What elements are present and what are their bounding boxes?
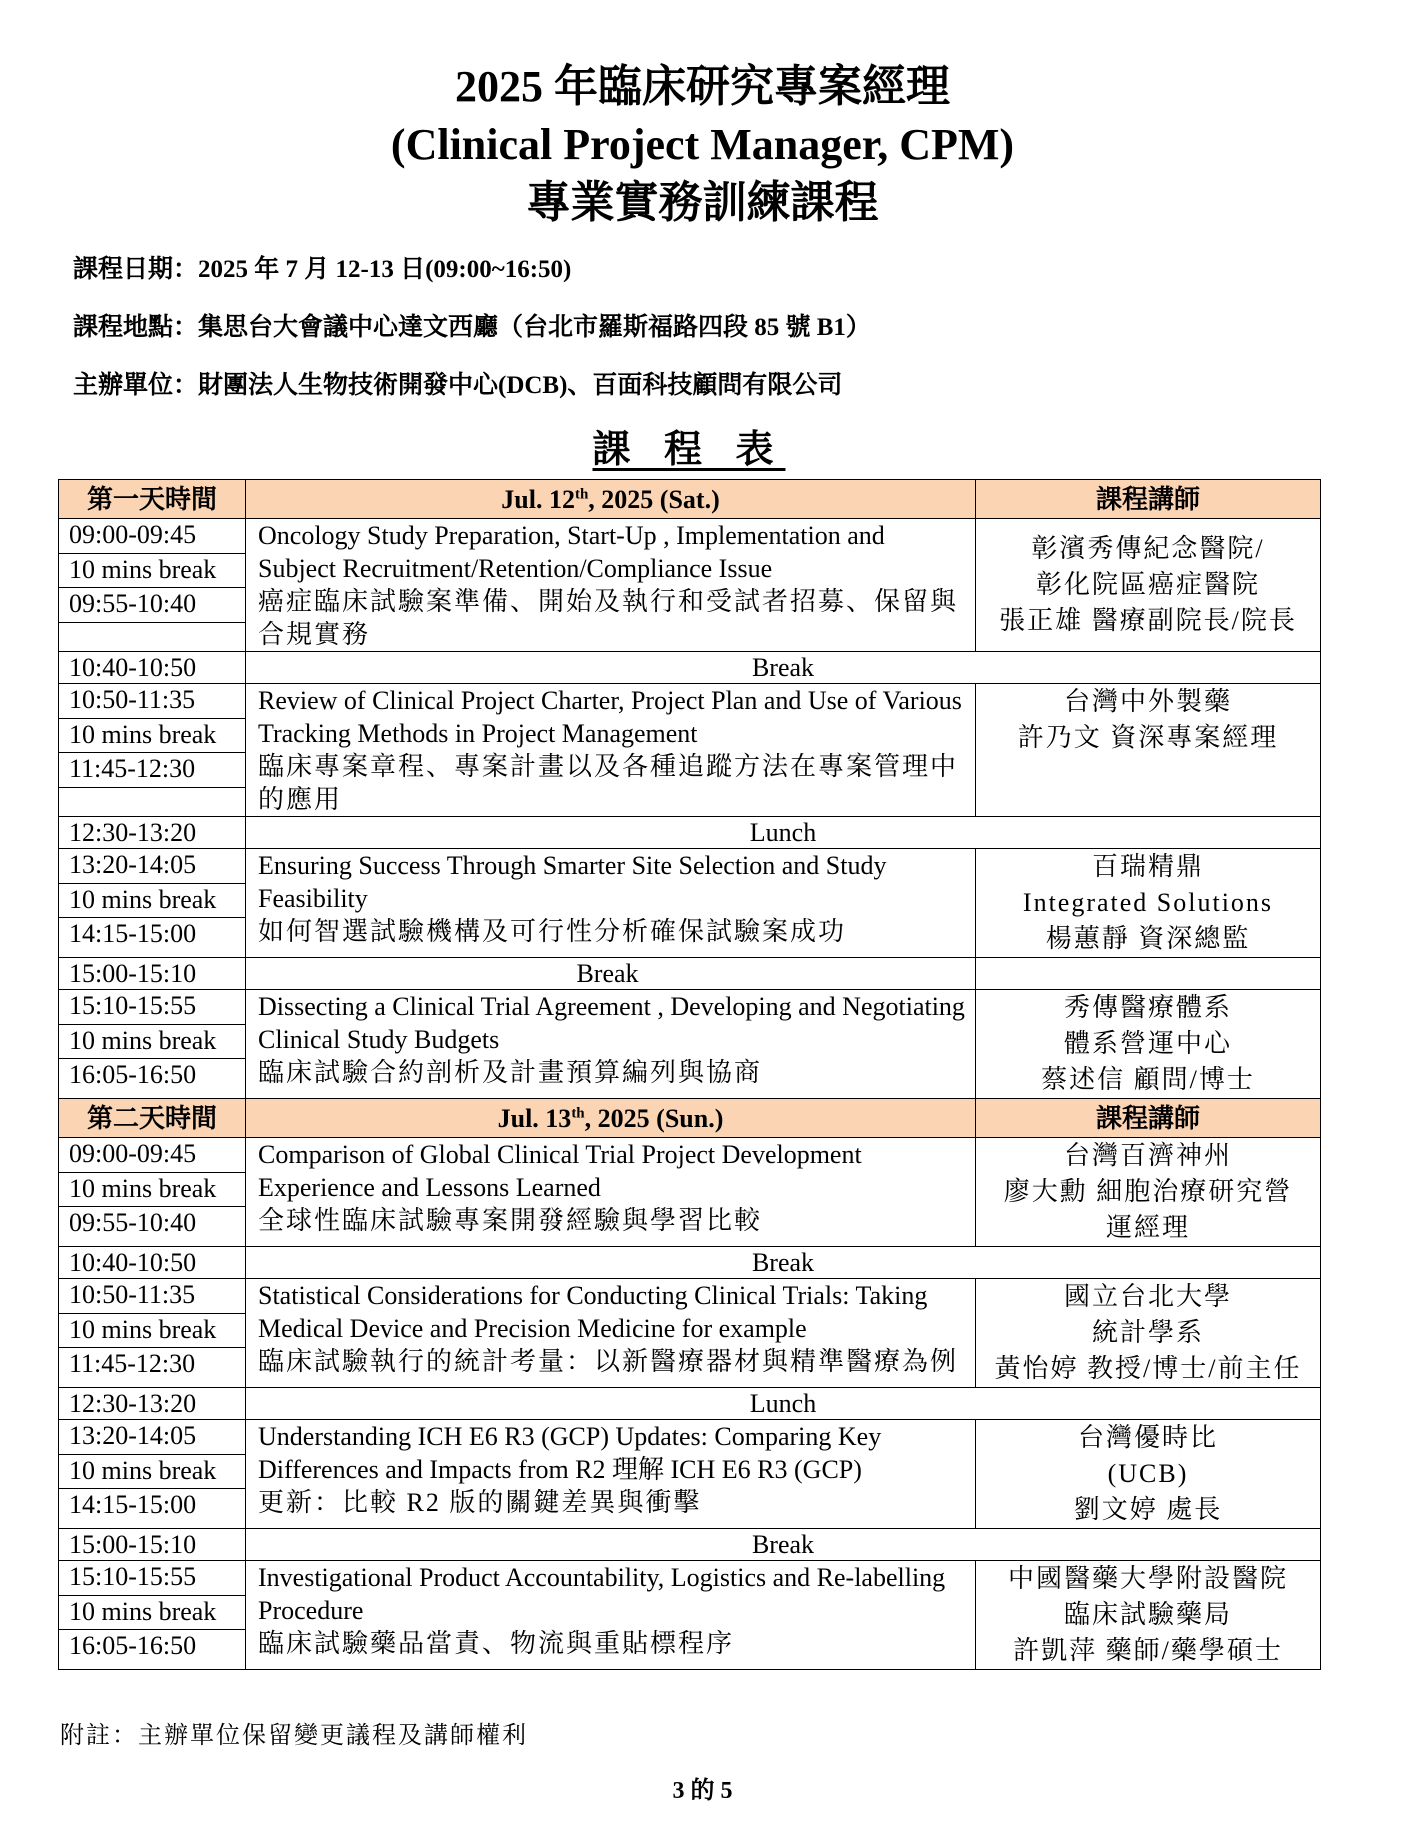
empty-cell (976, 958, 1321, 990)
instructor-cell (976, 684, 1321, 817)
instructor-line: 臨床試驗藥局 (1063, 1600, 1232, 1629)
time-cell: 10:40-10:50 (59, 652, 246, 684)
topic-zh: 臨床專案章程、專案計畫以及各種追蹤方法在專案管理中的應用 (258, 752, 959, 814)
topic-zh: 臨床試驗執行的統計考量：以新醫療器材與精準醫療為例 (258, 1347, 959, 1376)
page-number: 3 的 5 (672, 1778, 733, 1804)
break-label: Break (246, 1529, 1321, 1561)
day2-date-main: Jul. 13 (497, 1103, 572, 1133)
footnote: 附註：主辦單位保留變更議程及講師權利 (60, 1723, 528, 1749)
instructor-line: 運經理 (1105, 1213, 1190, 1242)
time-cell: 15:10-15:55 (59, 990, 246, 1025)
instructor-cell (976, 849, 1321, 958)
table-row (59, 990, 1321, 1025)
topic-zh: 臨床試驗藥品當責、物流與重貼標程序 (258, 1629, 735, 1658)
day1-header-row (59, 480, 1321, 519)
instructor-cell (976, 1561, 1321, 1670)
topic-cell (246, 684, 976, 817)
time-cell: 13:20-14:05 (59, 1420, 246, 1455)
topic-zh: 臨床試驗合約剖析及計畫預算編列與協商 (258, 1058, 763, 1087)
time-cell-empty (59, 787, 246, 816)
time-cell: 10 mins break (59, 883, 246, 918)
day1-header-date (246, 480, 976, 519)
day1-header-time: 第一天時間 (59, 480, 246, 519)
instructor-line: 彰化院區癌症醫院 (1035, 570, 1260, 599)
break-label: Lunch (246, 1388, 1321, 1420)
break-row (59, 817, 1321, 849)
instructor-line: 台灣百濟神州 (1063, 1141, 1232, 1170)
day2-header-row (59, 1099, 1321, 1138)
day1-date-sup: th (574, 485, 589, 502)
topic-en: Dissecting a Clinical Trial Agreement , Developing and Negotiating Clinical Study Budgets (258, 992, 965, 1054)
topic-zh: 全球性臨床試驗專案開發經驗與學習比較 (258, 1206, 763, 1235)
table-row (59, 519, 1321, 554)
time-cell: 14:15-15:00 (59, 918, 246, 958)
break-row (59, 1247, 1321, 1279)
day1-date-main: Jul. 12 (501, 484, 575, 514)
instructor-cell (976, 1420, 1321, 1529)
instructor-line: (UCB) (1107, 1459, 1189, 1488)
time-cell: 11:45-12:30 (59, 753, 246, 788)
topic-en: Ensuring Success Through Smarter Site Selection and Study Feasibility (258, 851, 887, 913)
schedule-title-text: 課 程 表 (592, 429, 786, 471)
schedule-title (0, 418, 1378, 473)
title-line-3: 專業實務訓練課程 (526, 178, 879, 227)
time-cell: 10:50-11:35 (59, 684, 246, 719)
time-cell: 16:05-16:50 (59, 1630, 246, 1670)
time-cell: 15:10-15:55 (59, 1561, 246, 1596)
break-row (59, 1529, 1321, 1561)
instructor-line: 廖大勳 細胞治療研究營 (1003, 1177, 1293, 1206)
break-label: Break (246, 652, 1321, 684)
table-row (59, 1279, 1321, 1314)
topic-en: Review of Clinical Project Charter, Project Plan and Use of Various Tracking Methods in Project Management (258, 686, 962, 748)
day1-header-instructor: 課程講師 (976, 480, 1321, 519)
time-cell: 10:50-11:35 (59, 1279, 246, 1314)
table-row (59, 684, 1321, 719)
day2-header-time: 第二天時間 (59, 1099, 246, 1138)
instructor-cell (976, 1138, 1321, 1247)
break-label: Break (246, 1247, 1321, 1279)
break-label: Break (246, 958, 976, 990)
instructor-line: 台灣優時比 (1077, 1423, 1218, 1452)
instructor-cell (976, 1279, 1321, 1388)
topic-zh: 更新：比較 R2 版的關鍵差異與衝擊 (258, 1488, 702, 1517)
break-row (59, 958, 1321, 990)
instructor-line: 台灣中外製藥 (1063, 687, 1232, 716)
time-cell: 09:55-10:40 (59, 1207, 246, 1247)
time-cell-empty (59, 622, 246, 651)
topic-cell (246, 1279, 976, 1388)
topic-cell (246, 849, 976, 958)
topic-en: Understanding ICH E6 R3 (GCP) Updates: Comparing Key Differences and Impacts from R2 理解 ICH E6 R3 (GCP) (258, 1422, 882, 1484)
instructor-line: 張正雄 醫療副院長/院長 (999, 606, 1297, 635)
course-location: 課程地點：集思台大會議中心達文西廳（台北市羅斯福路四段 85 號 B1） (73, 314, 871, 341)
time-cell: 12:30-13:20 (59, 1388, 246, 1420)
topic-zh: 癌症臨床試驗案準備、開始及執行和受試者招募、保留與合規實務 (258, 587, 959, 649)
topic-cell (246, 1138, 976, 1247)
table-row (59, 849, 1321, 884)
time-cell: 10 mins break (59, 1024, 246, 1059)
day2-date-sup: th (571, 1104, 585, 1121)
day2-header-instructor: 課程講師 (976, 1099, 1321, 1138)
title-line-2: (Clinical Project Manager, CPM) (390, 120, 1015, 169)
topic-en: Investigational Product Accountability, Logistics and Re-labelling Procedure (258, 1563, 946, 1625)
topic-zh: 如何智選試驗機構及可行性分析確保試驗案成功 (258, 917, 847, 946)
course-info (73, 250, 871, 424)
day2-header-date (246, 1099, 976, 1138)
instructor-line: 統計學系 (1091, 1318, 1204, 1347)
instructor-cell (976, 519, 1321, 652)
instructor-line: 中國醫藥大學附設醫院 (1007, 1564, 1288, 1593)
time-cell: 11:45-12:30 (59, 1348, 246, 1388)
instructor-line: 體系營運中心 (1063, 1029, 1232, 1058)
time-cell: 10:40-10:50 (59, 1247, 246, 1279)
topic-cell (246, 990, 976, 1099)
instructor-line: 百瑞精鼎 (1091, 852, 1204, 881)
course-organizer: 主辦單位：財團法人生物技術開發中心(DCB)、百面科技顧問有限公司 (73, 372, 843, 399)
instructor-line: 劉文婷 處長 (1073, 1495, 1223, 1524)
break-row (59, 1388, 1321, 1420)
instructor-line: 國立台北大學 (1063, 1282, 1232, 1311)
instructor-line: 楊蕙靜 資深總監 (1045, 924, 1251, 953)
break-row (59, 652, 1321, 684)
time-cell: 15:00-15:10 (59, 1529, 246, 1561)
time-cell: 10 mins break (59, 1454, 246, 1489)
topic-en: Comparison of Global Clinical Trial Project Development Experience and Lessons Learned (258, 1140, 862, 1202)
break-label: Lunch (246, 817, 1321, 849)
time-cell: 10 mins break (59, 553, 246, 588)
time-cell: 16:05-16:50 (59, 1059, 246, 1099)
schedule-table (58, 479, 1321, 1670)
topic-en: Statistical Considerations for Conducting Clinical Trials: Taking Medical Device and Precision Medicine for example (258, 1281, 928, 1343)
day2-date-rest: , 2025 (Sun.) (584, 1103, 724, 1133)
topic-cell (246, 1420, 976, 1529)
title-line-1: 2025 年臨床研究專案經理 (455, 62, 950, 111)
time-cell: 12:30-13:20 (59, 817, 246, 849)
time-cell: 09:55-10:40 (59, 588, 246, 623)
table-row (59, 1138, 1321, 1173)
instructor-cell (976, 990, 1321, 1099)
topic-cell (246, 1561, 976, 1670)
time-cell: 10 mins break (59, 1313, 246, 1348)
table-row (59, 1561, 1321, 1596)
time-cell: 15:00-15:10 (59, 958, 246, 990)
course-date: 課程日期：2025 年 7 月 12-13 日(09:00~16:50) (73, 256, 572, 283)
instructor-line: Integrated Solutions (1022, 888, 1274, 917)
instructor-line: 許乃文 資深專案經理 (1017, 723, 1279, 752)
title-block (0, 58, 1405, 232)
time-cell: 10 mins break (59, 1172, 246, 1207)
instructor-line: 蔡述信 顧問/博士 (1041, 1065, 1255, 1094)
topic-cell (246, 519, 976, 652)
time-cell: 10 mins break (59, 1595, 246, 1630)
time-cell: 09:00-09:45 (59, 1138, 246, 1173)
instructor-line: 黃怡婷 教授/博士/前主任 (994, 1354, 1302, 1383)
instructor-line: 秀傳醫療體系 (1063, 993, 1232, 1022)
time-cell: 14:15-15:00 (59, 1489, 246, 1529)
table-row (59, 1420, 1321, 1455)
time-cell: 13:20-14:05 (59, 849, 246, 884)
time-cell: 09:00-09:45 (59, 519, 246, 554)
instructor-line: 許凱萍 藥師/藥學碩士 (1013, 1636, 1283, 1665)
instructor-line: 彰濱秀傳紀念醫院/ (1031, 534, 1265, 563)
topic-en: Oncology Study Preparation, Start-Up , Implementation and Subject Recruitment/Retention/Compliance Issue (258, 521, 885, 583)
time-cell: 10 mins break (59, 718, 246, 753)
day1-date-rest: , 2025 (Sat.) (588, 484, 720, 514)
